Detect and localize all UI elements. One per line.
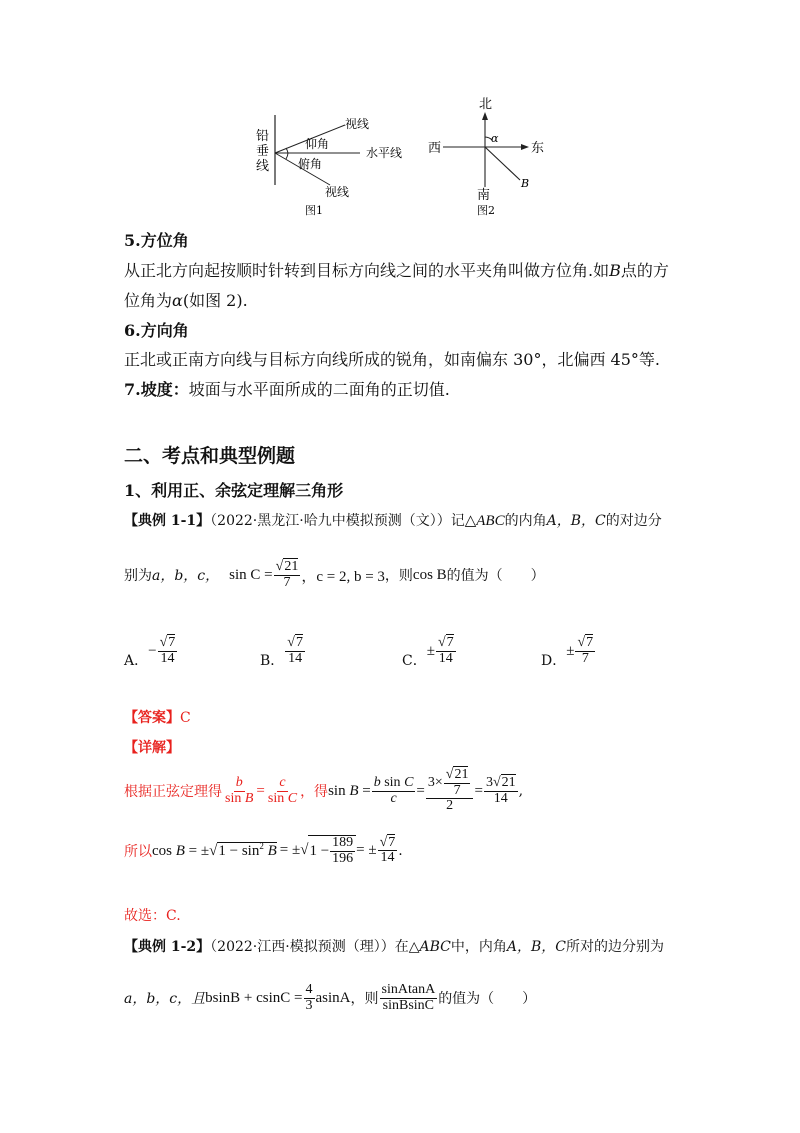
ex1-header [124,510,662,530]
solution-1-comma: ，得 [300,784,329,801]
depression-label: 俯角 [298,157,323,171]
ex2-angles: A，B，C [506,939,566,955]
ex2-source: （2022·江西·模拟预测（理））在△ [210,939,420,955]
sec5-line2-b: (如图 2). [182,291,248,310]
sol1-result: $\frac{3√21}{14}$ [485,774,516,806]
vertical-label-3: 线 [256,159,270,174]
option-a[interactable] [124,632,178,670]
south-label: 南 [477,188,491,203]
ex2-ask-end: 的值为（ ） [438,991,537,1008]
option-a-sign: − [148,642,157,659]
ex2-ratio-fraction [380,983,438,1013]
figure-1-elevation-depression [250,110,430,220]
option-c-fraction: $\frac{√7}{14}$ [437,634,454,666]
sol2-result: $\frac{√7}{14}$ [379,834,396,866]
ex1-cond: ，c = 2, b = 3 [301,568,385,585]
sec5-line1-text: 从正北方向起按顺时针转到目标方向线之间的水平夹角叫做方位角.如 [124,261,610,280]
sec6-body: 正北或正南方向线与目标方向线所成的锐角，如南偏东 30°，北偏西 45°等. [124,350,660,369]
sol1-c-over-sinc: $\frac{c}{\text{sin C}}$ [267,774,298,806]
sec5-line2-a: 位角为 [124,291,173,310]
option-a-num: 7 [168,634,176,650]
north-arrow [482,112,488,120]
option-c-label: C． [402,653,427,669]
sec5-line2 [124,288,248,311]
ex1-sinc-num: 21 [284,559,299,574]
option-a-fraction: $\frac{√7}{14}$ [159,634,176,666]
ex1-angles: A，B，C [546,513,606,529]
solution-line-1: 根据正弦定理得 $\frac{b}{\text{sin B}}$ = $\frac{c}{\text{sin C}}$ ，得 sin B = $\frac{\text{b sin C}}{c}$ = 3× $\frac{√21}{7}$ 2 = $\frac{3√21}{14}$ , [124,767,524,814]
sec6-title: 6.方向角 [124,321,189,340]
ex2-cond-fraction [304,983,315,1013]
option-b[interactable] [260,632,306,670]
sec5-title: 5.方位角 [124,231,189,250]
ex2-sides: a，b，c，且 [124,991,206,1008]
part2-sub1: 1、利用正、余弦定理解三角形 [124,481,344,500]
ex1-sides: a，b，c， [152,568,220,585]
ex1-ask: ，则 [384,568,413,585]
sec7-body: 坡面与水平面所成的二面角的正切值. [188,380,450,399]
sec5-point-b: B [609,261,621,280]
point-b-label: B [521,177,530,190]
ex2-text2: 所对的边分别为 [565,939,664,955]
north-label: 北 [479,97,493,112]
option-b-num: 7 [295,634,303,650]
solution-line-2: 所以 $\cos B = \pm√1 - \sin^2 B$ = ±√ 1 − $\frac{189}{196}$ = ± $\frac{√7}{14}$ . [124,834,403,866]
ex1-line2-a: 别为 [124,568,152,585]
ex2-header [124,936,664,956]
ex1-sinc-fraction: $\frac{√21}{7}$ [275,559,299,590]
detail-tag: 【详解】 [124,740,180,756]
ex2-tag: 【典例 1-2】 [124,939,211,955]
ex2-frac-num: sinAtanA [381,982,436,997]
ex2-cond-num: 4 [305,982,313,997]
option-d-label: D． [541,653,567,669]
option-d-den: 7 [581,650,589,666]
ex1-tag: 【典例 1-1】 [124,513,211,529]
ex1-sinc-lhs: sin C = [229,566,273,583]
option-d-sign: ± [566,642,575,659]
elevation-label: 仰角 [305,137,330,151]
east-label: 东 [531,141,545,156]
option-d-fraction: $\frac{√7}{7}$ [577,634,594,666]
sec5-line1 [124,258,669,281]
sec7-title: 7.坡度： [124,380,189,399]
sol1-compound-fraction: 3× $\frac{√21}{7}$ 2 [426,768,474,814]
option-d[interactable] [541,632,596,670]
option-b-den: 14 [288,650,303,666]
option-a-den: 14 [160,650,175,666]
ex1-ask-end: 的值为（ ） [446,568,545,585]
option-c-sign: ± [426,642,435,659]
sight-top-label: 视线 [345,117,370,131]
ex2-frac-den: sinBsinC [382,997,435,1013]
sol1-b-over-sinb: $\frac{b}{\text{sin B}}$ [225,774,254,806]
ex1-options [124,632,684,672]
sec5-alpha: α [172,291,183,310]
east-arrow [521,144,529,150]
ex1-text-after: 的内角 [504,513,547,529]
option-b-label: B． [260,653,285,669]
conclusion: 故选：C. [124,908,181,924]
ex2-line2 [124,983,536,1013]
solution-1-text: 根据正弦定理得 [124,784,222,801]
figure-1-caption: 图1 [305,204,323,217]
sight-bottom-label: 视线 [325,185,350,199]
option-b-fraction: $\frac{√7}{14}$ [287,634,303,666]
ex1-cosb: cos B [412,566,447,583]
ex2-text1: 中，内角 [450,939,507,955]
option-d-num: 7 [586,634,594,650]
ex2-cond-den: 3 [305,997,313,1013]
option-c-num: 7 [446,634,454,650]
vertical-label-1: 铅 [256,129,270,144]
alpha-label: α [491,132,499,145]
option-a-label: A． [124,653,149,669]
vertical-label-2: 垂 [256,144,270,159]
option-c-den: 14 [438,650,453,666]
ex1-answer [124,707,191,727]
elevation-arc [286,148,288,153]
ex2-cond-lhs: bsinB + csinC = [205,989,303,1006]
ex2-then: ，则 [350,991,379,1008]
ex1-sinc-den: 7 [283,574,291,590]
ex2-abc: ABC [419,939,451,955]
sec5-line1-tail: 点的方 [620,261,669,280]
figure-2-caption: 图2 [477,204,495,217]
sec7-line [124,377,450,400]
ex1-text-end: 的对边分 [605,513,662,529]
direction-line-b [485,147,520,180]
ex2-cond-rhs: asinA [315,989,351,1006]
ex1-triangle: △ABC [464,513,505,529]
answer-value: C [180,710,191,726]
option-c[interactable] [402,632,457,670]
answer-tag: 【答案】 [124,710,180,726]
ex1-line2 [124,560,545,590]
west-label: 西 [428,141,442,156]
horizontal-label: 水平线 [366,146,403,160]
solution-2-text: 所以 [124,843,152,860]
figure-2-azimuth [425,95,555,220]
sol1-bsinc-over-c: $\frac{\text{b sin C}}{c}$ [373,774,414,806]
part2-heading: 二、考点和典型例题 [124,445,296,467]
ex1-source: （2022·黑龙江·哈九中模拟预测（文））记 [210,513,465,529]
depression-arc [286,153,288,159]
